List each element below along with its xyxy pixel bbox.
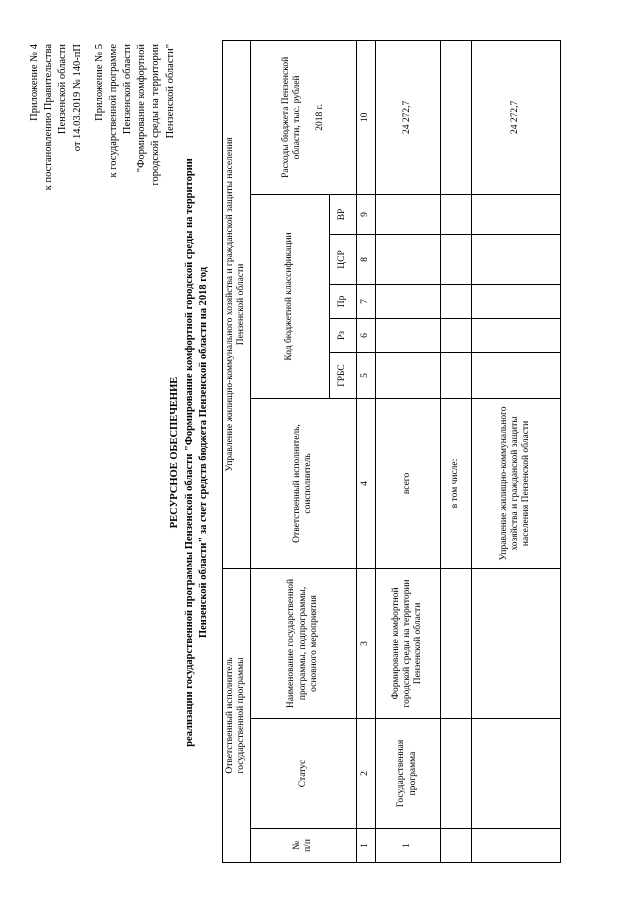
- cell-vr: [375, 194, 440, 234]
- document-header: [28, 0, 178, 905]
- cell-name: [440, 568, 471, 718]
- column-number: 6: [356, 318, 375, 352]
- column-header-budget-code: Код бюджетной классификации: [250, 194, 329, 398]
- column-number: 10: [356, 40, 375, 194]
- cell-grbs: [440, 352, 471, 398]
- page-title: [168, 0, 212, 905]
- column-header-executor: Ответственный исполнитель, соисполнитель: [250, 398, 356, 568]
- cell-expenses: 24 272,7: [375, 40, 440, 194]
- cell-no: 1: [375, 829, 440, 863]
- header-line: от 14.03.2019 № 140-пП: [71, 44, 83, 152]
- column-number: 7: [356, 284, 375, 318]
- cell-status: [471, 719, 560, 829]
- cell-pr: [375, 284, 440, 318]
- title-line-2: реализации государственной программы Пензенской области "Формирование комфортной городской среды на территории: [183, 158, 195, 747]
- cell-no: [471, 829, 560, 863]
- header-line: "Формирование комфортной: [136, 44, 148, 173]
- cell-executor: в том числе:: [440, 398, 471, 568]
- table-row-column-headers: [250, 40, 329, 862]
- title-line-1: РЕСУРСНОЕ ОБЕСПЕЧЕНИЕ: [169, 376, 180, 529]
- header-line: к постановлению Правительства: [43, 44, 55, 191]
- cell-name: Формирование комфортной городской среды на территории Пензенской области: [375, 568, 440, 718]
- cell-grbs: [471, 352, 560, 398]
- cell-executor: всего: [375, 398, 440, 568]
- column-number: 4: [356, 398, 375, 568]
- cell-csr: [440, 234, 471, 284]
- table-row: [375, 40, 440, 862]
- column-number: 3: [356, 568, 375, 718]
- cell-name: [471, 568, 560, 718]
- cell-expenses: [440, 40, 471, 194]
- column-number: 5: [356, 352, 375, 398]
- title-line-3: Пензенской области" за счет средств бюджета Пензенской области на 2018 год: [198, 266, 210, 639]
- cell-pr: [440, 284, 471, 318]
- header-line: Пензенской области: [122, 44, 134, 135]
- column-header-status: Статус: [250, 719, 356, 829]
- column-header-grbs: ГРБС: [329, 352, 356, 398]
- table-row: [471, 40, 560, 862]
- column-number: 1: [356, 829, 375, 863]
- cell-no: [440, 829, 471, 863]
- resource-table: [222, 40, 561, 863]
- column-header-expenses: Расходы бюджета Пензенской области, тыс. рублей 2018 г.: [250, 40, 356, 194]
- cell-rz: [471, 318, 560, 352]
- cell-vr: [440, 194, 471, 234]
- header-line: к государственной программе: [107, 44, 119, 178]
- column-header-rz: Рз: [329, 318, 356, 352]
- column-header-pr: Пр: [329, 284, 356, 318]
- cell-rz: [440, 318, 471, 352]
- cell-status: Государственная программа: [375, 719, 440, 829]
- column-number: 2: [356, 719, 375, 829]
- group-header-responsible-executor: Ответственный исполнитель государственной программы: [223, 568, 251, 862]
- column-number: 8: [356, 234, 375, 284]
- cell-status: [440, 719, 471, 829]
- group-header-department: Управление жилищно-коммунального хозяйства и гражданской защиты населения Пензенской области: [223, 40, 251, 568]
- header-line: Приложение № 5: [93, 44, 105, 121]
- column-header-vr: ВР: [329, 194, 356, 234]
- table-row: [440, 40, 471, 862]
- cell-rz: [375, 318, 440, 352]
- table-row-column-numbers: [356, 40, 375, 862]
- cell-csr: [375, 234, 440, 284]
- column-number: 9: [356, 194, 375, 234]
- cell-pr: [471, 284, 560, 318]
- header-line: Пензенской области": [164, 44, 176, 139]
- table-row-group-header: [223, 40, 251, 862]
- cell-csr: [471, 234, 560, 284]
- cell-executor: Управление жилищно-коммунального хозяйства и гражданской защиты населения Пензенской области: [471, 398, 560, 568]
- cell-expenses: 24 272,7: [471, 40, 560, 194]
- header-line: городской среды на территории: [150, 44, 162, 186]
- column-header-name: Наименование государственной программы, подпрограммы, основного мероприятия: [250, 568, 356, 718]
- cell-grbs: [375, 352, 440, 398]
- column-header-csr: ЦСР: [329, 234, 356, 284]
- header-spacer: [85, 44, 93, 905]
- header-line: Пензенской области: [57, 44, 69, 135]
- header-line: Приложение № 4: [29, 44, 40, 121]
- cell-vr: [471, 194, 560, 234]
- column-header-no: № п/п: [250, 829, 356, 863]
